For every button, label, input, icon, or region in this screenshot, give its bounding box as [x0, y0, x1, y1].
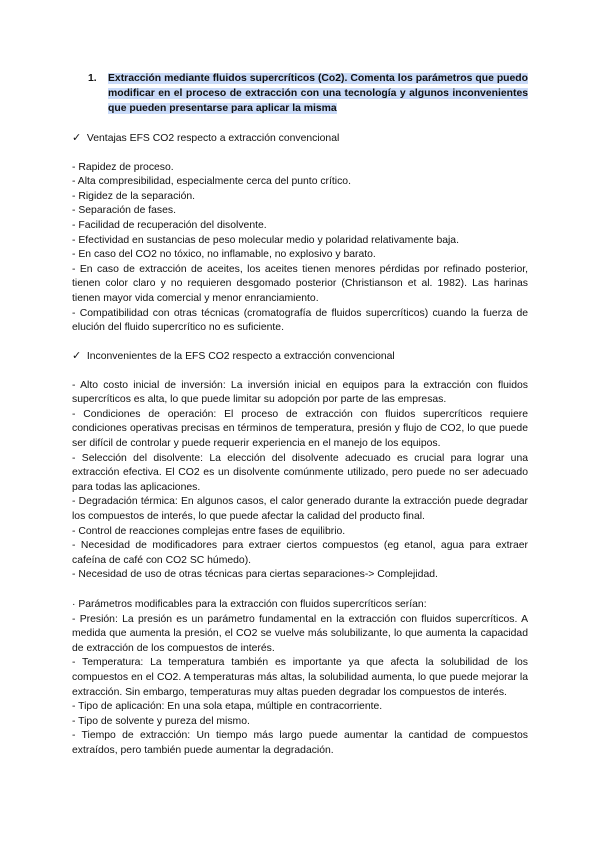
list-item: - Tipo de aplicación: En una sola etapa, múltiple en contracorriente.	[72, 701, 383, 713]
list-item: - Rigidez de la separación.	[72, 190, 196, 202]
question-heading	[88, 71, 528, 116]
list-item: - Facilidad de recuperación del disolvente.	[72, 219, 267, 231]
list-item: - Alto costo inicial de inversión: La inversión inicial en equipos para la extracción con fluidos supercríticos es alta, lo que puede limitar su adopción por parte de las empresas.	[72, 379, 528, 406]
advantages-title	[72, 131, 528, 147]
parameters-section	[72, 598, 528, 759]
heading-text: Extracción mediante fluidos supercríticos (Co2). Comenta los parámetros que puedo modificar en el proceso de extracción con una tecnología y algunos inconvenientes que pueden presentarse para aplicar la misma	[108, 73, 528, 114]
disadvantages-title	[72, 349, 528, 365]
disadvantages-title-text: Inconvenientes de la EFS CO2 respecto a extracción convencional	[86, 351, 395, 362]
list-item: - Separación de fases.	[72, 205, 176, 217]
list-item: - Temperatura: La temperatura también es importante ya que afecta la solubilidad de los compuestos en el CO2. A temperaturas más altas, la solubilidad aumenta, lo que puede mejorar la extracción. Sin embargo, temperaturas muy altas pueden degradar los compuestos de interés.	[72, 657, 528, 698]
checkmark-icon: ✓	[72, 132, 82, 144]
list-item: - Necesidad de modificadores para extraer ciertos compuestos (eg etanol, agua para extraer cafeína de café con CO2 SC húmedo).	[72, 540, 528, 566]
list-item: - En caso del CO2 no tóxico, no inflamable, no explosivo y barato.	[72, 249, 376, 261]
list-item: - Necesidad de uso de otras técnicas para ciertas separaciones-> Complejidad.	[72, 569, 438, 581]
checkmark-icon: ✓	[72, 350, 82, 362]
heading-number: 1.	[88, 73, 97, 84]
list-item: - En caso de extracción de aceites, los aceites tienen menores pérdidas por refinado posterior, tienen color claro y no requieren desgomado posterior (Christianson et al. 1982). Las harinas tienen mayor vida comercial y menor enranciamiento.	[72, 263, 528, 304]
advantages-title-text: Ventajas EFS CO2 respecto a extracción convencional	[86, 133, 340, 144]
list-item: - Control de reacciones complejas entre fases de equilibrio.	[72, 525, 346, 537]
list-item: - Condiciones de operación: El proceso de extracción con fluidos supercríticos requiere condiciones operativas precisas en términos de temperatura, presión y flujo de CO2, lo que puede ser difícil de controlar y puede requerir experiencia en el manejo de los equipos.	[72, 408, 528, 449]
disadvantages-section	[72, 349, 528, 583]
list-item: - Tipo de solvente y pureza del mismo.	[72, 715, 250, 727]
parameters-title: · Parámetros modificables para la extracción con fluidos supercríticos serían:	[72, 599, 427, 610]
advantages-section	[72, 131, 528, 336]
list-item: - Compatibilidad con otras técnicas (cromatografía de fluidos supercríticos) cuando la fuerza de elución del fluido supercrítico no es suficiente.	[72, 307, 528, 334]
list-item: - Presión: La presión es un parámetro fundamental en la extracción con fluidos supercríticos. A medida que aumenta la presión, el CO2 se vuelve más solubilizante, lo que aumenta la capacidad de extracción de los compuestos de interés.	[72, 613, 528, 654]
list-item: - Tiempo de extracción: Un tiempo más largo puede aumentar la cantidad de compuestos extraídos, pero también puede aumentar la degradación.	[72, 730, 528, 756]
list-item: - Degradación térmica: En algunos casos, el calor generado durante la extracción puede degradar los compuestos de interés, lo que puede afectar la calidad del producto final.	[72, 496, 528, 522]
list-item: - Alta compresibilidad, especialmente cerca del punto crítico.	[72, 176, 351, 188]
list-item: - Efectividad en sustancias de peso molecular medio y polaridad relativamente baja.	[72, 234, 459, 246]
list-item: - Rapidez de proceso.	[72, 161, 174, 173]
list-item: - Selección del disolvente: La elección del disolvente adecuado es crucial para lograr una extracción efectiva. El CO2 es un disolvente comúnmente utilizado, pero puede no ser adecuado para todas las aplicaciones.	[72, 452, 528, 493]
